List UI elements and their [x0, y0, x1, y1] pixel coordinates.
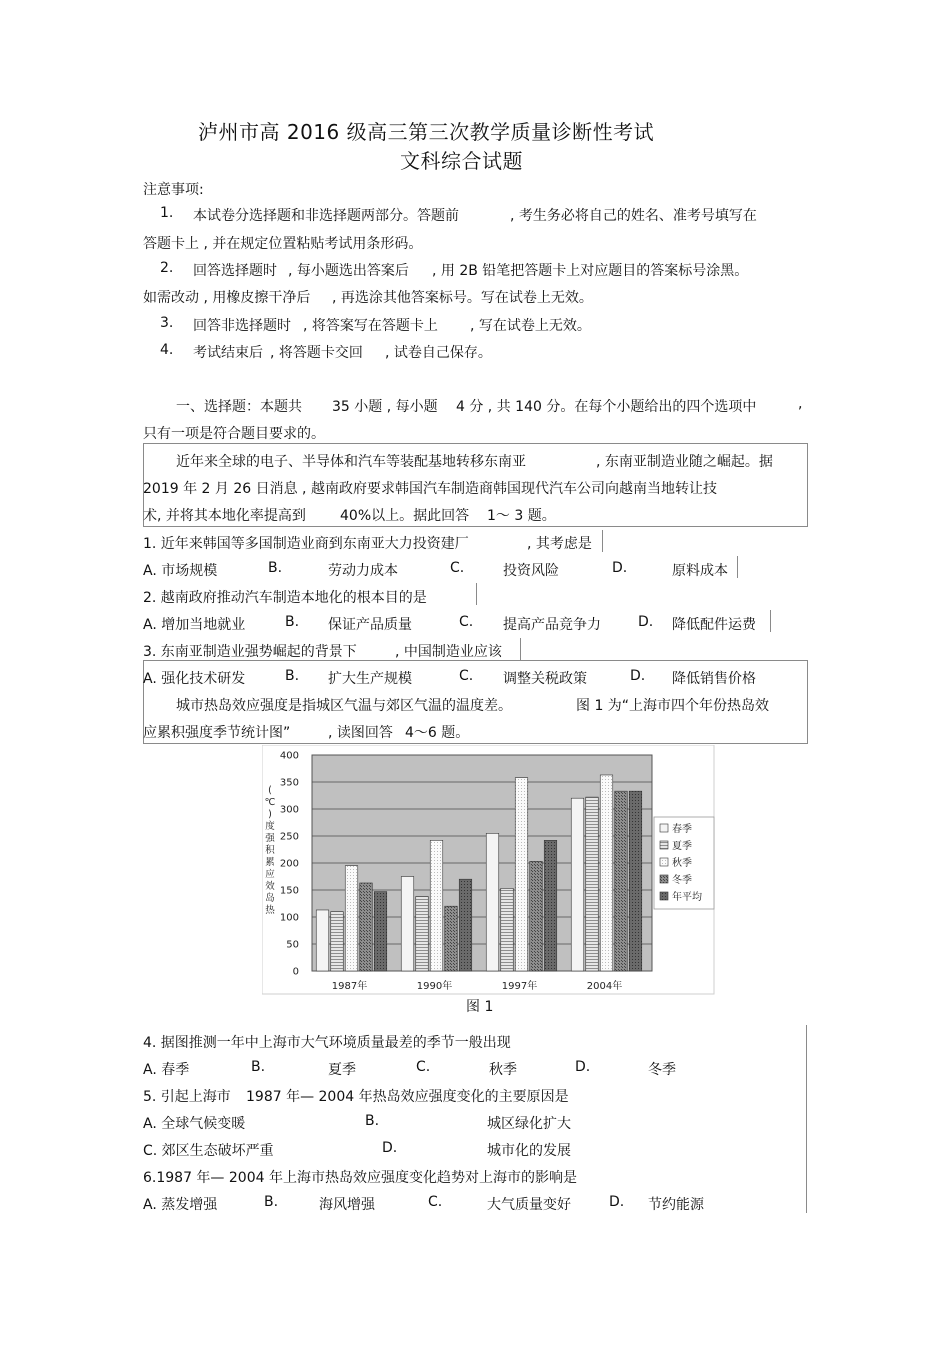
y-axis-label-char: 强 — [265, 833, 275, 844]
bar — [515, 778, 528, 971]
passage-1-line1: 近年来全球的电子、半导体和汽车等装配基地转移东南亚 — [176, 454, 526, 470]
bar — [374, 892, 387, 971]
passage-1-line2: 2019 年 2 月 26 日消息 , 越南政府要求韩国汽车制造商韩国现代汽车公司向越南当地转让技 — [143, 481, 717, 497]
q6-option-d-label: D. — [609, 1194, 625, 1210]
q2-option-b: 保证产品质量 — [328, 617, 412, 633]
passage-1-line3: 术, 并将其本地化率提高到 — [143, 508, 306, 524]
exam-subtitle: 文科综合试题 — [400, 149, 523, 173]
legend-label: 年平均 — [672, 892, 702, 903]
y-tick-label: 50 — [286, 939, 299, 951]
q4-option-d-label: D. — [575, 1059, 591, 1075]
q6-option-c-label: C. — [428, 1194, 443, 1210]
heat-island-bar-chart — [262, 745, 717, 995]
q5-option-b-label: B. — [365, 1113, 380, 1129]
q2-options-divider — [770, 610, 771, 632]
bar — [416, 896, 429, 971]
q3-divider — [520, 638, 521, 660]
q3-stem-cont: , 中国制造业应该 — [395, 644, 502, 660]
section-1-score: 4 分 , 共 140 分。在每个小题给出的四个选项中 — [456, 399, 757, 415]
q6-option-a: A. 蒸发增强 — [143, 1197, 218, 1213]
y-axis-label-char: ) — [268, 809, 272, 820]
q2-option-c: 提高产品竞争力 — [503, 617, 601, 633]
bar — [445, 906, 458, 971]
y-tick-label: 300 — [279, 804, 299, 816]
y-tick-label: 150 — [279, 885, 299, 897]
q2-option-a: A. 增加当地就业 — [143, 617, 246, 633]
passage-2-line1-cont: 图 1 为“上海市四个年份热岛效 — [576, 698, 770, 714]
legend-label: 秋季 — [672, 858, 692, 869]
y-axis-label-char: 岛 — [265, 893, 275, 904]
note-4-text-b: , 将答题卡交回 — [270, 345, 363, 361]
note-2-text-b: , 每小题选出答案后 — [288, 263, 409, 279]
bar — [544, 840, 557, 971]
note-2-text-c: , 用 2B 铅笔把答题卡上对应题目的答案标号涂黑。 — [432, 263, 749, 279]
note-2-text-d: 如需改动 , 用橡皮擦干净后 — [143, 290, 311, 306]
q3-option-b-label: B. — [285, 668, 300, 684]
q1-option-b-label: B. — [268, 560, 283, 576]
bar — [360, 883, 373, 971]
y-tick-label: 100 — [279, 912, 299, 924]
y-axis-label-char: ℃ — [264, 797, 276, 808]
bar — [586, 797, 599, 971]
note-2-text: 回答选择题时 — [193, 263, 277, 279]
note-1-text-line2: 答题卡上 , 并在规定位置粘贴考试用条形码。 — [143, 236, 423, 252]
y-tick-label: 400 — [279, 750, 299, 762]
q6-option-c: 大气质量变好 — [487, 1197, 571, 1213]
q1-option-c-label: C. — [450, 560, 465, 576]
note-1-number: 1. — [160, 205, 174, 221]
q5-option-b: 城区绿化扩大 — [487, 1116, 571, 1132]
q4-option-c: 秋季 — [489, 1062, 517, 1078]
q1-option-a: A. 市场规模 — [143, 563, 218, 579]
bar — [316, 910, 329, 971]
q3-option-c-label: C. — [459, 668, 474, 684]
y-axis-label-char: 度 — [265, 821, 275, 832]
y-axis-label-char: 效 — [265, 881, 275, 892]
q5-option-d-label: D. — [382, 1140, 398, 1156]
legend-label: 夏季 — [672, 841, 692, 852]
q2-option-b-label: B. — [285, 614, 300, 630]
section-1-heading: 一、选择题：本题共 — [176, 399, 302, 415]
y-axis-label-char: 应 — [265, 869, 275, 880]
q3-option-d-label: D. — [630, 668, 646, 684]
q6-option-d: 节约能源 — [648, 1197, 704, 1213]
legend-swatch — [660, 858, 668, 866]
legend-swatch — [660, 824, 668, 832]
y-tick-label: 0 — [292, 966, 299, 978]
q4-option-b-label: B. — [251, 1059, 266, 1075]
legend-swatch — [660, 875, 668, 883]
x-tick-label: 1997年 — [501, 981, 538, 992]
y-axis-label-char: 累 — [265, 857, 275, 868]
q2-option-d: 降低配件运费 — [672, 617, 756, 633]
passage-2-line2-b: , 读图回答 — [328, 725, 393, 741]
q3-stem: 3. 东南亚制造业强势崛起的背景下 — [143, 644, 357, 660]
note-2-text-e: , 再选涂其他答案标号。写在试卷上无效。 — [332, 290, 593, 306]
q4-option-c-label: C. — [416, 1059, 431, 1075]
q5-option-d: 城市化的发展 — [487, 1143, 571, 1159]
y-tick-label: 250 — [279, 831, 299, 843]
bar — [331, 912, 344, 971]
passage-2-line2: 应累积强度季节统计图” — [143, 725, 291, 741]
q1-option-c: 投资风险 — [503, 563, 559, 579]
legend-swatch — [660, 841, 668, 849]
q3-option-d: 降低销售价格 — [672, 671, 756, 687]
note-1-text-cont: , 考生务必将自己的姓名、准考号填写在 — [510, 208, 757, 224]
q5-stem-cont: 1987 年— 2004 年热岛效应强度变化的主要原因是 — [246, 1089, 569, 1105]
note-2-number: 2. — [160, 260, 174, 276]
q1-stem-cont: , 其考虑是 — [527, 536, 592, 552]
q1-option-d: 原料成本 — [672, 563, 728, 579]
q1-options-divider — [737, 556, 738, 578]
y-axis-label-char: 热 — [265, 905, 275, 916]
note-3-text-c: , 写在试卷上无效。 — [470, 318, 591, 334]
bar — [629, 791, 642, 971]
figure-caption: 图 1 — [466, 999, 494, 1015]
bar — [401, 877, 414, 972]
bar — [430, 840, 443, 971]
note-4-number: 4. — [160, 342, 174, 358]
passage-1-line3-b: 40%以上。据此回答 — [340, 508, 470, 524]
exam-title: 泸州市高 2016 级高三第三次教学质量诊断性考试 — [198, 120, 655, 144]
section-1-comma: , — [798, 396, 803, 412]
q2-stem: 2. 越南政府推动汽车制造本地化的根本目的是 — [143, 590, 427, 606]
note-1-text: 本试卷分选择题和非选择题两部分。答题前 — [193, 208, 459, 224]
q2-divider — [476, 583, 477, 605]
q2-option-d-label: D. — [638, 614, 654, 630]
right-margin-rule — [806, 1025, 807, 1213]
bar — [571, 798, 584, 971]
q3-option-b: 扩大生产规模 — [328, 671, 412, 687]
legend-label: 冬季 — [672, 875, 692, 886]
q6-option-b-label: B. — [264, 1194, 279, 1210]
bar — [615, 791, 628, 971]
q1-stem: 1. 近年来韩国等多国制造业商到东南亚大力投资建厂 — [143, 536, 469, 552]
notes-heading: 注意事项: — [143, 182, 204, 198]
q1-option-d-label: D. — [612, 560, 628, 576]
q1-divider — [602, 530, 603, 552]
q5-option-c: C. 郊区生态破坏严重 — [143, 1143, 274, 1159]
q6-stem: 6.1987 年— 2004 年上海市热岛效应强度变化趋势对上海市的影响是 — [143, 1170, 577, 1186]
bar — [501, 888, 514, 971]
bar — [486, 833, 499, 971]
bar — [600, 775, 613, 971]
passage-1-line3-c: 1～ 3 题。 — [487, 508, 556, 524]
x-tick-label: 2004年 — [586, 981, 623, 992]
bar — [459, 879, 472, 971]
bar — [530, 861, 543, 971]
q1-option-b: 劳动力成本 — [328, 563, 398, 579]
note-3-number: 3. — [160, 315, 174, 331]
bar — [345, 866, 358, 971]
y-tick-label: 350 — [279, 777, 299, 789]
q3-option-c: 调整关税政策 — [503, 671, 587, 687]
legend-label: 春季 — [672, 824, 692, 835]
legend-swatch — [660, 892, 668, 900]
q3-option-a: A. 强化技术研发 — [143, 671, 246, 687]
y-tick-label: 200 — [279, 858, 299, 870]
note-4-text-c: , 试卷自己保存。 — [385, 345, 492, 361]
passage-2-line1: 城市热岛效应强度是指城区气温与郊区气温的温度差。 — [176, 698, 512, 714]
section-1-count: 35 小题 , 每小题 — [332, 399, 438, 415]
q5-option-a: A. 全球气候变暖 — [143, 1116, 246, 1132]
passage-2-line2-c: 4～6 题。 — [405, 725, 470, 741]
note-4-text: 考试结束后 — [193, 345, 263, 361]
q6-option-b: 海风增强 — [319, 1197, 375, 1213]
x-tick-label: 1987年 — [331, 981, 368, 992]
y-axis-label-char: 积 — [265, 845, 275, 856]
q4-option-b: 夏季 — [328, 1062, 356, 1078]
q2-option-c-label: C. — [459, 614, 474, 630]
q4-option-a: A. 春季 — [143, 1062, 190, 1078]
q5-stem: 5. 引起上海市 — [143, 1089, 231, 1105]
x-tick-label: 1990年 — [416, 981, 453, 992]
q4-option-d: 冬季 — [648, 1062, 676, 1078]
passage-1-line1-cont: , 东南亚制造业随之崛起。据 — [596, 454, 773, 470]
note-3-text: 回答非选择题时 — [193, 318, 291, 334]
section-1-instruction: 只有一项是符合题目要求的。 — [143, 426, 325, 442]
note-3-text-b: , 将答案写在答题卡上 — [303, 318, 438, 334]
y-axis-label-char: ( — [268, 785, 272, 796]
q4-stem: 4. 据图推测一年中上海市大气环境质量最差的季节一般出现 — [143, 1035, 511, 1051]
